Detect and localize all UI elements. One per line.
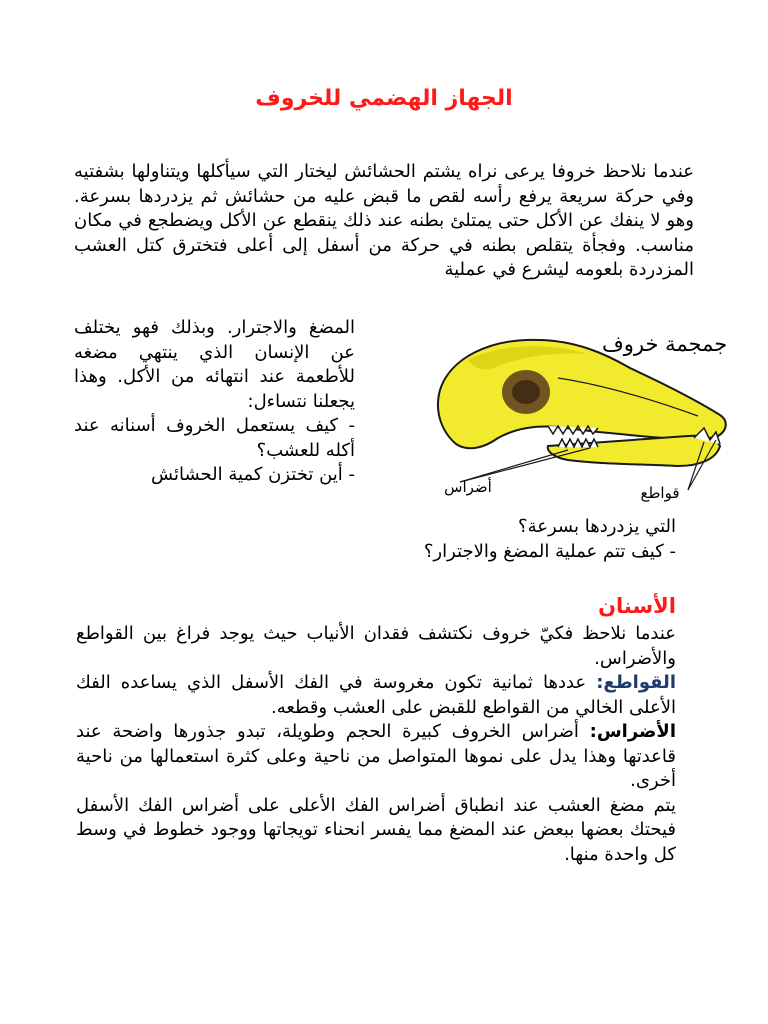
figure-caption: جمجمة خروف — [602, 332, 728, 356]
questions-continued — [76, 515, 676, 564]
intro-paragraph: عندما نلاحظ خروفا يرعى نراه يشتم الحشائش ليختار التي سيأكلها ويتناولها بشفتيه وفي حركة سريعة يرفع رأسه لقص ما قبض عليه من حشائش ثم يزدردها بسرعة. وهو لا ينفك عن الأكل حتى يمتلئ بطنه عند ذلك ينقطع عن الأكل ويضطجع في مكان مناسب. وفجأة يتقلص بطنه في حركة من أسفل إلى أعلى فتخترق كتل العشب المزدردة بلعومه ليشرع في عملية — [74, 161, 694, 280]
label-molars: أضراس — [444, 478, 492, 496]
page-title: الجهاز الهضمي للخروف — [255, 86, 513, 111]
lower-jaw — [548, 436, 720, 466]
question-1: - كيف يستعمل الخروف أسنانه عند أكله للعشب؟ — [74, 415, 355, 461]
question-3: - كيف تتم عملية المضغ والاجترار؟ — [423, 540, 676, 562]
molars-paragraph — [76, 720, 676, 794]
incisors-paragraph — [76, 671, 676, 720]
wrap-paragraph: المضغ والاجترار. وبذلك فهو يختلف عن الإنسان الذي ينتهي مضغه للأطعمة عند انتهائه من الأكل. وهذا يجعلنا نتساءل: — [74, 317, 355, 412]
lower-molars — [558, 439, 598, 447]
molars-term: الأضراس: — [589, 721, 676, 742]
molars-text: أضراس الخروف كبيرة الحجم وطويلة، تبدو جذورها واضحة عند قاعدتها وهذا يدل على نموها المتواصل من ناحية وعلى كثرة استعمالها من ناحية أخرى. — [76, 721, 676, 791]
label-incisors: قواطع — [640, 484, 680, 502]
chewing-paragraph: يتم مضغ العشب عند انطباق أضراس الفك الأعلى على أضراس الفك الأسفل فيحتك بعضها ببعض عند المضغ مما يفسر انحناء تويجاتها ووجود خطوط في وسط كل واحدة منها. — [76, 794, 676, 865]
teeth-section-body — [76, 622, 676, 867]
wrapped-text-block — [74, 316, 355, 488]
incisors-text: عددها ثمانية تكون مغروسة في الفك الأسفل الذي يساعده الفك الأعلى الخالي من القواطع للقبض على العشب وقطعه. — [76, 672, 676, 718]
question-2: - أين تختزن كمية الحشائش — [151, 464, 355, 485]
incisors-term: القواطع: — [596, 672, 676, 693]
teeth-intro: عندما نلاحظ فكيّ خروف نكتشف فقدان الأنياب حيث يوجد فراغ بين القواطع والأضراس. — [76, 623, 676, 669]
section-heading-teeth: الأسنان — [598, 594, 676, 618]
question-1-continued: التي يزدردها بسرعة؟ — [518, 516, 676, 537]
